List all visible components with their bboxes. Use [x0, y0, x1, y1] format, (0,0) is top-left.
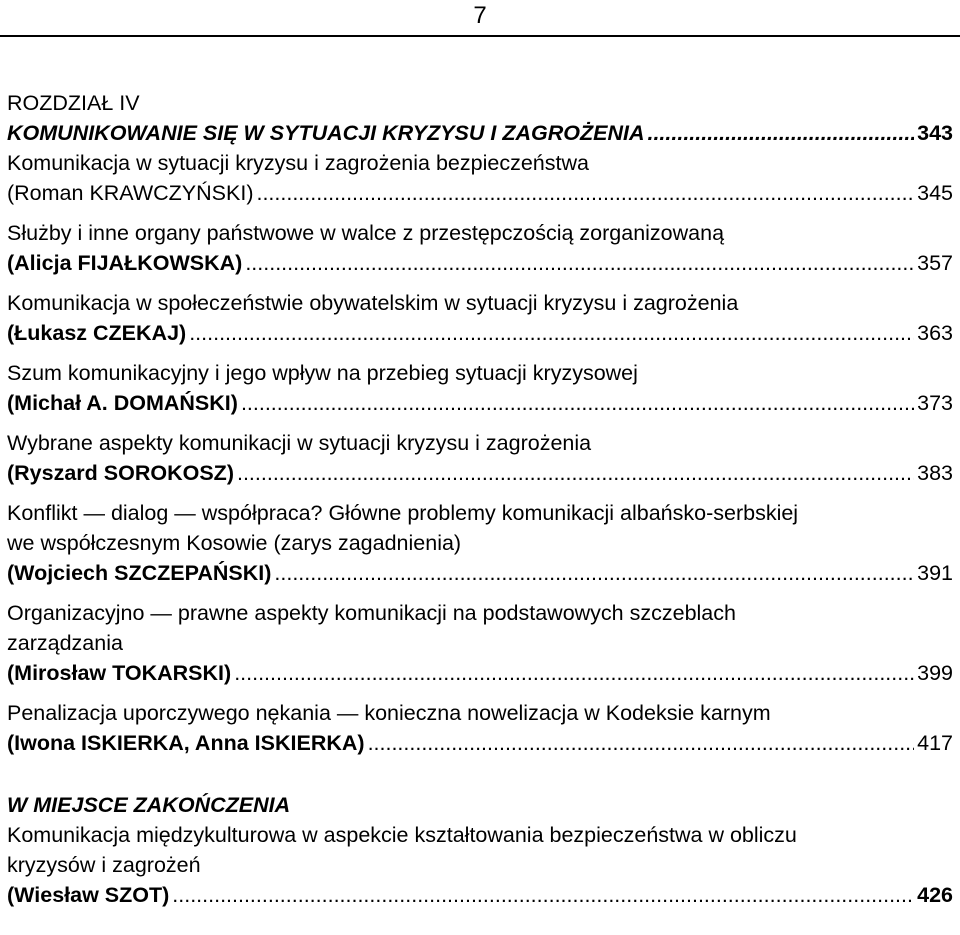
- toc-entry: [7, 358, 953, 418]
- page-ref: 345: [917, 181, 953, 205]
- entry-author-line: [7, 458, 953, 488]
- entry-title-line: we współczesnym Kosowie (zarys zagadnienia): [7, 531, 462, 555]
- dot-leader: [274, 558, 914, 588]
- closing-title-line: Komunikacja międzykulturowa w aspekcie kształtowania bezpieczeństwa w obliczu: [7, 823, 797, 847]
- page-ref: 373: [917, 391, 953, 415]
- header-rule: [0, 35, 960, 37]
- dot-leader: [647, 118, 914, 148]
- page-ref: 426: [917, 883, 953, 907]
- entry-author-line: [7, 728, 953, 758]
- entry-author-line: [7, 318, 953, 348]
- entry-title-line: Komunikacja w sytuacji kryzysu i zagrożenia bezpieczeństwa: [7, 151, 589, 175]
- dot-leader: [172, 880, 914, 910]
- toc-entry: [7, 698, 953, 758]
- toc-entry: [7, 428, 953, 488]
- page-ref: 383: [917, 461, 953, 485]
- author: (Mirosław TOKARSKI): [7, 661, 232, 685]
- entry-author-line: [7, 558, 953, 588]
- dot-leader: [237, 458, 914, 488]
- entry-title-line: Organizacyjno — prawne aspekty komunikacji na podstawowych szczeblach: [7, 601, 736, 625]
- page-ref: 399: [917, 661, 953, 685]
- entry-title-line: Służby i inne organy państwowe w walce z przestępczością zorganizowaną: [7, 221, 725, 245]
- dot-leader: [189, 318, 914, 348]
- chapter-heading: ROZDZIAŁ IV: [7, 91, 140, 115]
- dot-leader: [241, 388, 914, 418]
- page-ref: 363: [917, 321, 953, 345]
- author: (Łukasz CZEKAJ): [7, 321, 187, 345]
- dot-leader: [234, 658, 914, 688]
- author: (Iwona ISKIERKA, Anna ISKIERKA): [7, 731, 365, 755]
- entry-author-line: [7, 658, 953, 688]
- entries-list: [7, 148, 953, 758]
- entry-author-line: [7, 388, 953, 418]
- page-ref: 357: [917, 251, 953, 275]
- page-ref: 343: [917, 121, 953, 145]
- closing-title-line: kryzysów i zagrożeń: [7, 853, 201, 877]
- toc-entry: [7, 218, 953, 278]
- dot-leader: [256, 178, 914, 208]
- dot-leader: [245, 248, 914, 278]
- table-of-contents: [7, 88, 953, 910]
- toc-entry: [7, 498, 953, 588]
- author: (Roman KRAWCZYŃSKI): [7, 181, 254, 205]
- entry-title-line: zarządzania: [7, 631, 123, 655]
- entry-title-line: Penalizacja uporczywego nękania — konieczna nowelizacja w Kodeksie karnym: [7, 701, 771, 725]
- toc-entry: [7, 288, 953, 348]
- author: (Ryszard SOROKOSZ): [7, 461, 234, 485]
- page-ref: 417: [917, 731, 953, 755]
- closing-author-entry: [7, 880, 953, 910]
- entry-author-line: [7, 178, 953, 208]
- page-ref: 391: [917, 561, 953, 585]
- author: (Wojciech SZCZEPAŃSKI): [7, 561, 272, 585]
- entry-title-line: Wybrane aspekty komunikacji w sytuacji kryzysu i zagrożenia: [7, 431, 592, 455]
- author: (Wiesław SZOT): [7, 883, 170, 907]
- entry-title-line: Szum komunikacyjny i jego wpływ na przebieg sytuacji kryzysowej: [7, 361, 638, 385]
- entry-title-line: Komunikacja w społeczeństwie obywatelskim w sytuacji kryzysu i zagrożenia: [7, 291, 739, 315]
- dot-leader: [368, 728, 915, 758]
- chapter-title-entry: [7, 118, 953, 148]
- closing-heading: W MIEJSCE ZAKOŃCZENIA: [7, 793, 291, 817]
- toc-entry: [7, 598, 953, 688]
- page-number: 7: [473, 2, 487, 29]
- author: (Michał A. DOMAŃSKI): [7, 391, 238, 415]
- entry-author-line: [7, 248, 953, 278]
- author: (Alicja FIJAŁKOWSKA): [7, 251, 243, 275]
- toc-entry: [7, 148, 953, 208]
- entry-title-line: Konflikt — dialog — współpraca? Główne problemy komunikacji albańsko-serbskiej: [7, 501, 799, 525]
- chapter-title: KOMUNIKOWANIE SIĘ W SYTUACJI KRYZYSU I ZAGROŻENIA: [7, 121, 645, 145]
